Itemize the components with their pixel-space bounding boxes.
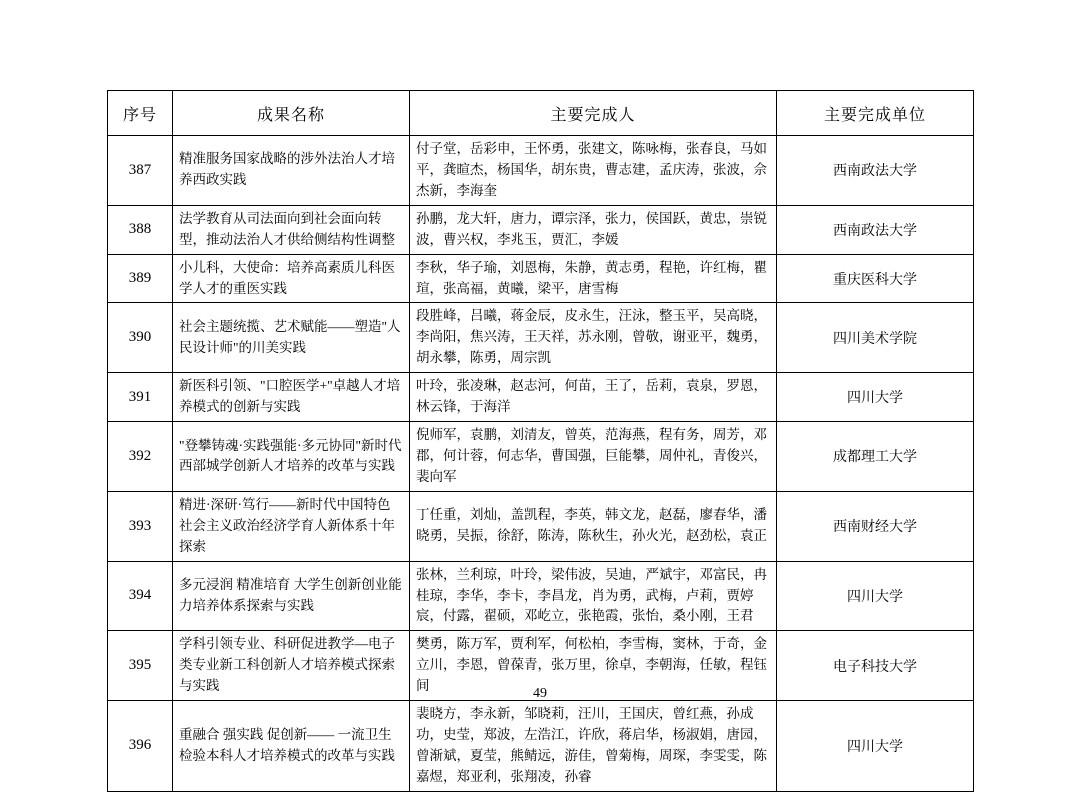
table-row bbox=[108, 254, 974, 303]
cell-unit: 四川美术学院 bbox=[777, 303, 974, 373]
table-row bbox=[108, 491, 974, 561]
cell-name: 精准服务国家战略的涉外法治人才培养西政实践 bbox=[173, 136, 410, 206]
cell-seq: 394 bbox=[108, 561, 173, 631]
cell-seq: 388 bbox=[108, 205, 173, 254]
cell-name: "登攀铸魂·实践强能·多元协同"新时代西部城学创新人才培养的改革与实践 bbox=[173, 422, 410, 492]
cell-people: 孙鹏，龙大轩，唐力，谭宗泽，张力，侯国跃，黄忠，崇锐波，曹兴权，李兆玉，贾汇，李媛 bbox=[410, 205, 777, 254]
column-header-seq: 序号 bbox=[108, 91, 173, 136]
cell-people: 李秋，华子瑜，刘恩梅，朱静，黄志勇，程艳，许红梅，瞿瑄，张高福，黄曦，梁平，唐雪梅 bbox=[410, 254, 777, 303]
cell-people: 付子堂，岳彩申，王怀勇，张建文，陈咏梅，张春良，马如平，龚暄杰，杨国华，胡东贵，曹志建，孟庆涛，张波，佘杰新，李海奎 bbox=[410, 136, 777, 206]
column-header-unit: 主要完成单位 bbox=[777, 91, 974, 136]
cell-name: 学科引领专业、科研促进教学—电子类专业新工科创新人才培养模式探索与实践 bbox=[173, 631, 410, 701]
cell-seq: 393 bbox=[108, 491, 173, 561]
table-header bbox=[108, 91, 974, 136]
cell-people: 叶玲，张凌琳，赵志河，何苗，王了，岳莉，袁泉，罗恩，林云锋，于海洋 bbox=[410, 373, 777, 422]
cell-unit: 电子科技大学 bbox=[777, 631, 974, 701]
cell-unit: 四川大学 bbox=[777, 373, 974, 422]
cell-seq: 389 bbox=[108, 254, 173, 303]
column-header-people: 主要完成人 bbox=[410, 91, 777, 136]
page-number: 49 bbox=[533, 686, 547, 701]
cell-name: 新医科引领、"口腔医学+"卓越人才培养模式的创新与实践 bbox=[173, 373, 410, 422]
cell-unit: 四川大学 bbox=[777, 561, 974, 631]
table-row bbox=[108, 561, 974, 631]
column-header-name: 成果名称 bbox=[173, 91, 410, 136]
cell-people: 丁任重，刘灿，盖凯程，李英，韩文龙，赵磊，廖春华，潘晓勇，吴振，徐舒，陈涛，陈秋生，孙火光，赵劲松，袁正 bbox=[410, 491, 777, 561]
cell-name: 法学教育从司法面向到社会面向转型，推动法治人才供给侧结构性调整 bbox=[173, 205, 410, 254]
cell-name: 社会主题统揽、艺术赋能——塑造"人民设计师"的川美实践 bbox=[173, 303, 410, 373]
cell-unit: 重庆医科大学 bbox=[777, 254, 974, 303]
cell-seq: 390 bbox=[108, 303, 173, 373]
cell-people: 张林，兰利琼，叶玲，梁伟波，吴迪，严斌宇，邓富民，冉桂琼，李华，李卡，李昌龙，肖为勇，武梅，卢莉，贾婷宸，付露，翟硕，邓屹立，张艳霞，张怡，桑小刚，王君 bbox=[410, 561, 777, 631]
table-row bbox=[108, 205, 974, 254]
table-row bbox=[108, 422, 974, 492]
table-row bbox=[108, 303, 974, 373]
cell-seq: 392 bbox=[108, 422, 173, 492]
cell-people: 倪师军，袁鹏，刘清友，曾英，范海燕，程有务，周芳，邓郡，何计蓉，何志华，曹国强，巨能攀，周仲礼，青俊兴，裴向军 bbox=[410, 422, 777, 492]
cell-people: 樊勇，陈万军，贾利军，何松柏，李雪梅，窦林，于奇，金立川，李恩，曾葆青，张万里，徐卓，李朝海，任敏，程钰间 bbox=[410, 631, 777, 701]
cell-people: 裴晓方，李永新，邹晓莉，汪川，王国庆，曾红燕，孙成功，史莹，郑波，左浩江，许欣，蒋启华，杨淑娟，唐园，曾渐斌，夏莹，熊鲭远，游佳，曾菊梅，周琛，李雯雯，陈嘉煜，郑亚利，张翔凌，孙睿 bbox=[410, 701, 777, 792]
cell-name: 多元浸润 精准培育 大学生创新创业能力培养体系探索与实践 bbox=[173, 561, 410, 631]
cell-people: 段胜峰，吕曦，蒋金辰，皮永生，汪泳，整玉平，吴高晓，李尚阳，焦兴涛，王天祥，苏永刚，曾敬，谢亚平，魏勇，胡永攀，陈勇，周宗凯 bbox=[410, 303, 777, 373]
cell-name: 重融合 强实践 促创新—— 一流卫生检验本科人才培养模式的改革与实践 bbox=[173, 701, 410, 792]
cell-unit: 西南政法大学 bbox=[777, 205, 974, 254]
table-row bbox=[108, 136, 974, 206]
table-header-row bbox=[108, 91, 974, 136]
cell-seq: 395 bbox=[108, 631, 173, 701]
cell-name: 精进·深研·笃行——新时代中国特色社会主义政治经济学育人新体系十年探索 bbox=[173, 491, 410, 561]
cell-unit: 成都理工大学 bbox=[777, 422, 974, 492]
cell-unit: 西南财经大学 bbox=[777, 491, 974, 561]
table-row bbox=[108, 701, 974, 792]
table-row bbox=[108, 373, 974, 422]
cell-seq: 391 bbox=[108, 373, 173, 422]
cell-name: 小儿科，大使命：培养高素质儿科医学人才的重医实践 bbox=[173, 254, 410, 303]
cell-seq: 396 bbox=[108, 701, 173, 792]
cell-unit: 西南政法大学 bbox=[777, 136, 974, 206]
cell-seq: 387 bbox=[108, 136, 173, 206]
cell-unit: 四川大学 bbox=[777, 701, 974, 792]
